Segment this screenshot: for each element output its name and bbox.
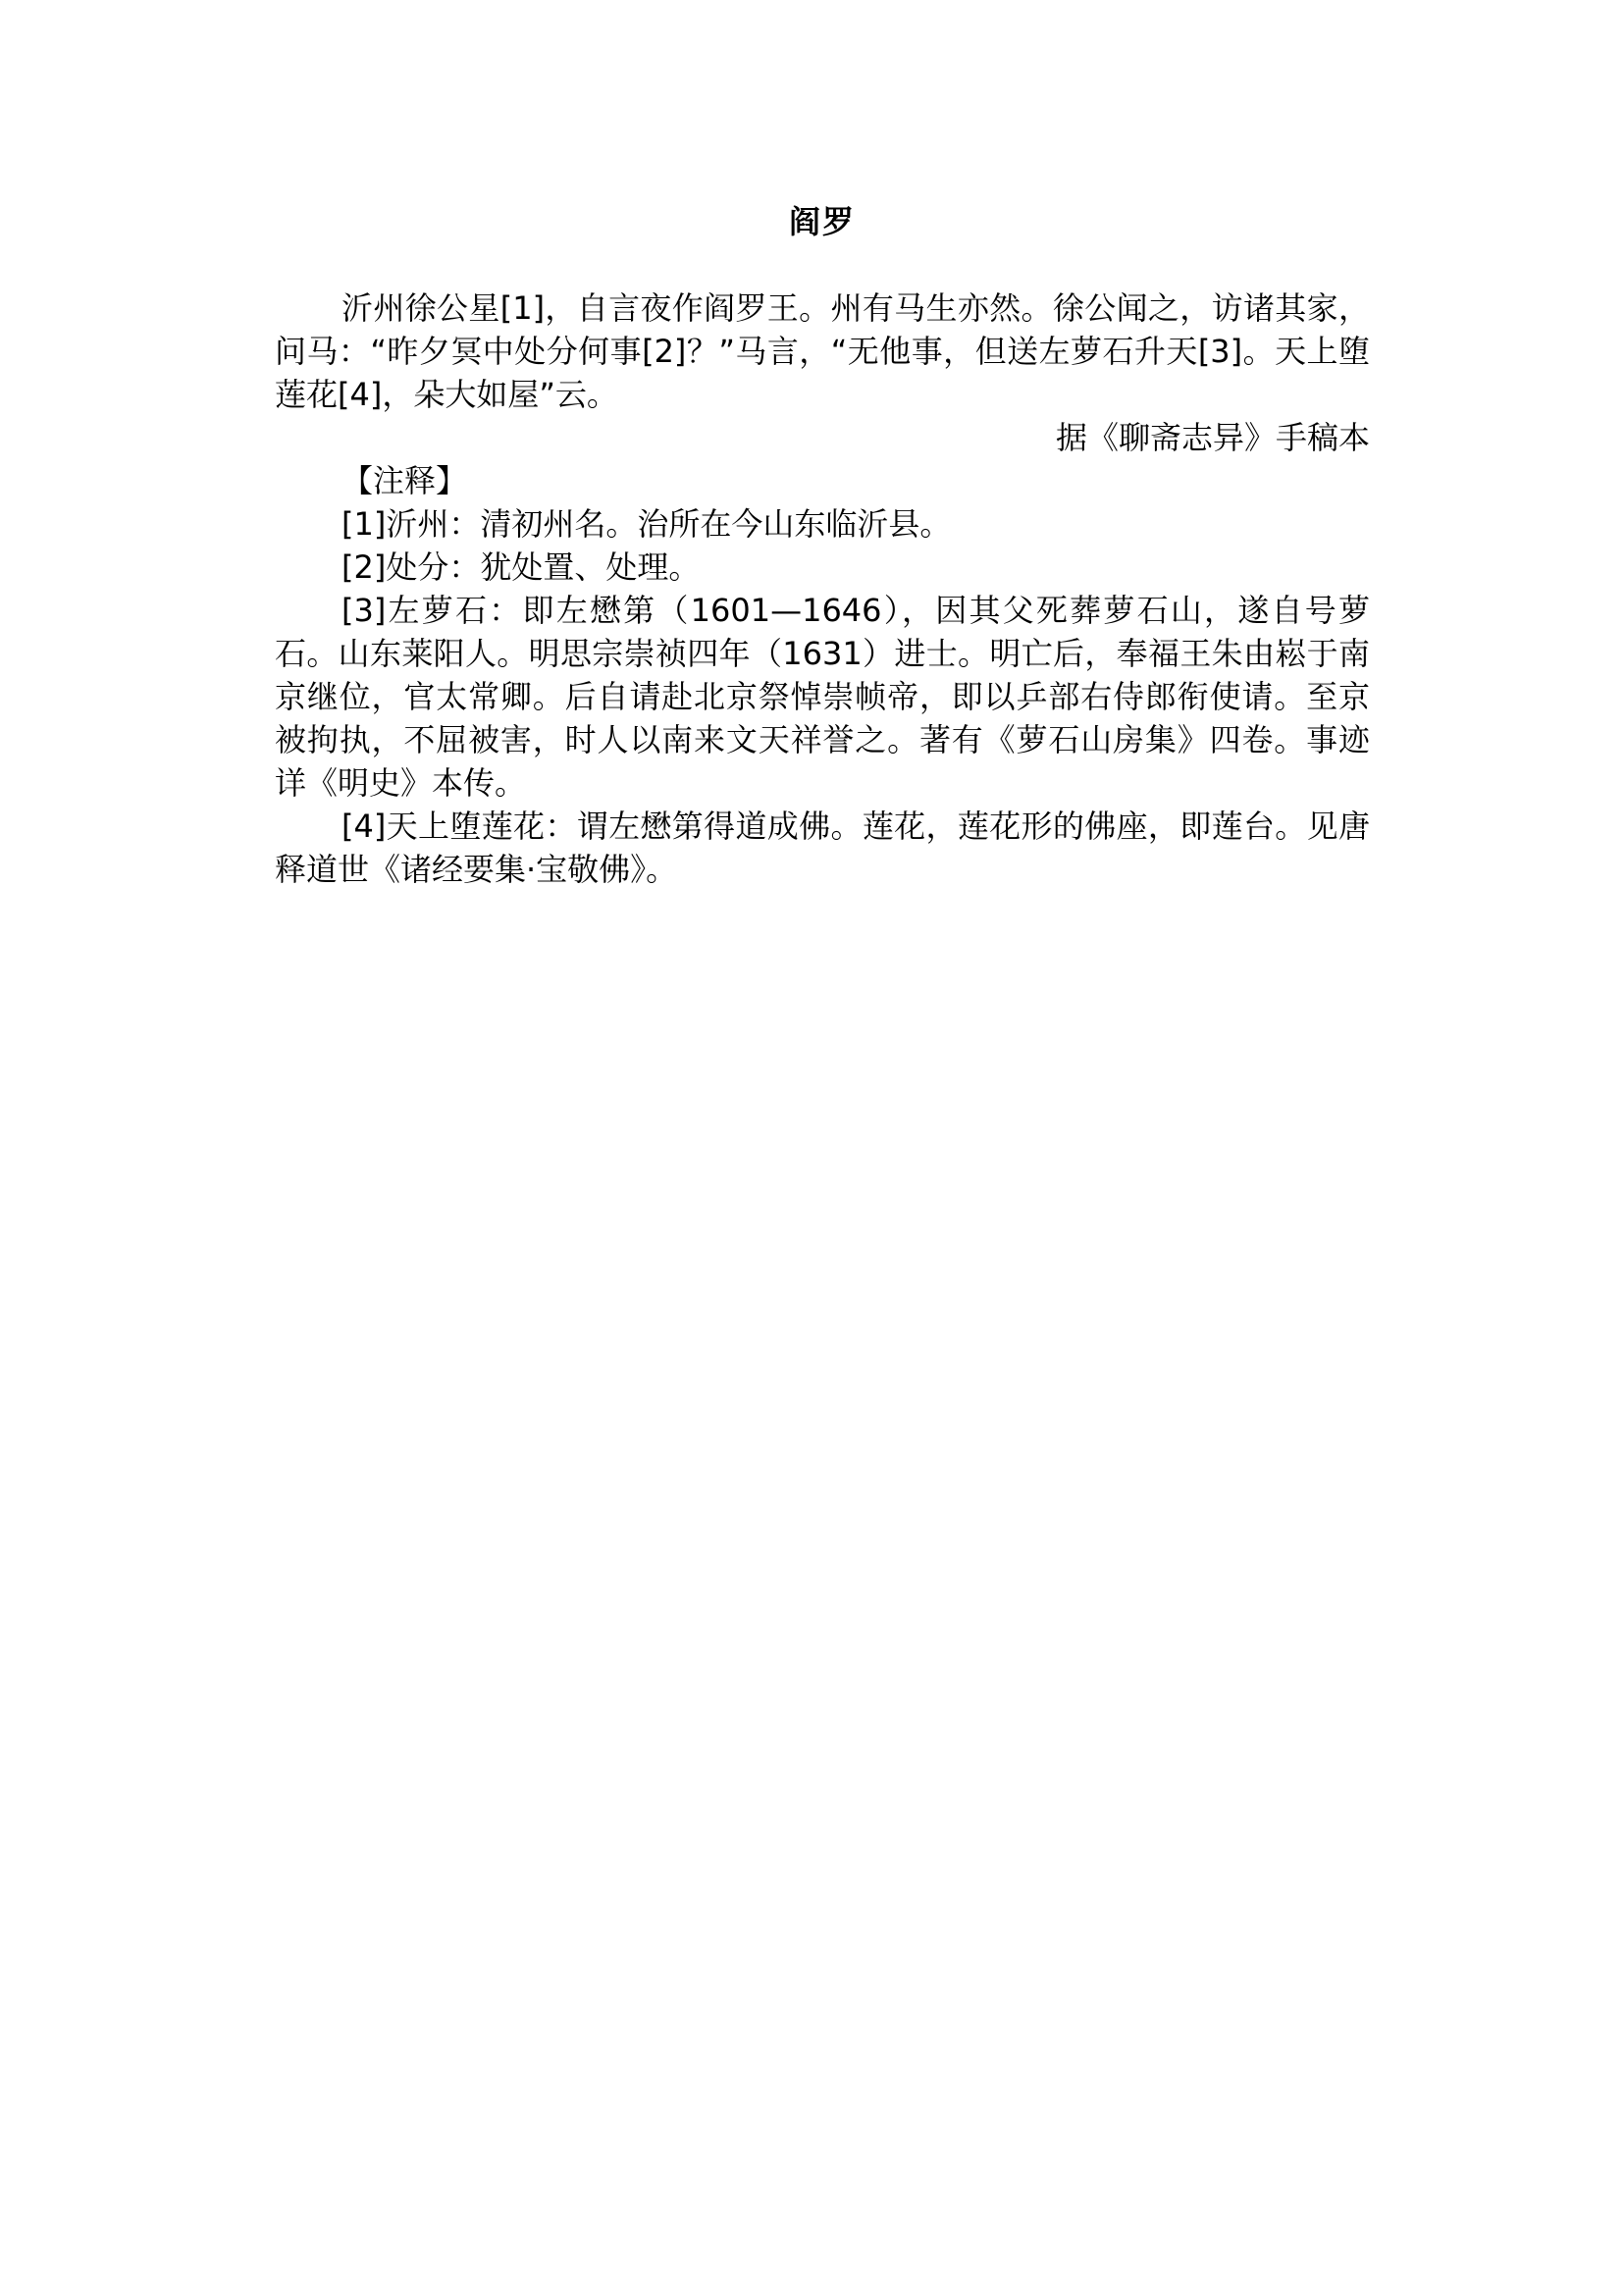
note-item-4: [4]天上堕莲花：谓左懋第得道成佛。莲花，莲花形的佛座，即莲台。见唐释道世《诸经要集·宝敬佛》。 [275, 808, 1370, 888]
source-citation: 据《聊斋志异》手稿本 [1055, 419, 1370, 456]
page-title: 阎罗 [788, 203, 856, 240]
document-body [275, 287, 1370, 891]
note-item-3: [3]左萝石：即左懋第（1601—1646），因其父死葬萝石山，遂自号萝石。山东莱阳人。明思宗崇祯四年（1631）进士。明亡后，奉福王朱由崧于南京继位，官太常卿。后自请赴北京祭悼崇帧帝，即以乒部右侍郎衔使请。至京被拘执，不屈被害，时人以南来文天祥誉之。著有《萝石山房集》四卷。事迹详《明史》本传。 [275, 592, 1370, 802]
note-item-1: [1]沂州：清初州名。治所在今山东临沂县。 [341, 505, 952, 543]
notes-heading: 【注释】 [341, 462, 468, 499]
note-item-2: [2]处分：犹处置、处理。 [341, 548, 701, 586]
story-paragraph: 沂州徐公星[1]，自言夜作阎罗王。州有马生亦然。徐公闻之，访诸其家，问马：“昨夕冥中处分何事[2]？”马言，“无他事，但送左萝石升天[3]。天上堕莲花[4]，朵大如屋”云。 [275, 289, 1370, 413]
